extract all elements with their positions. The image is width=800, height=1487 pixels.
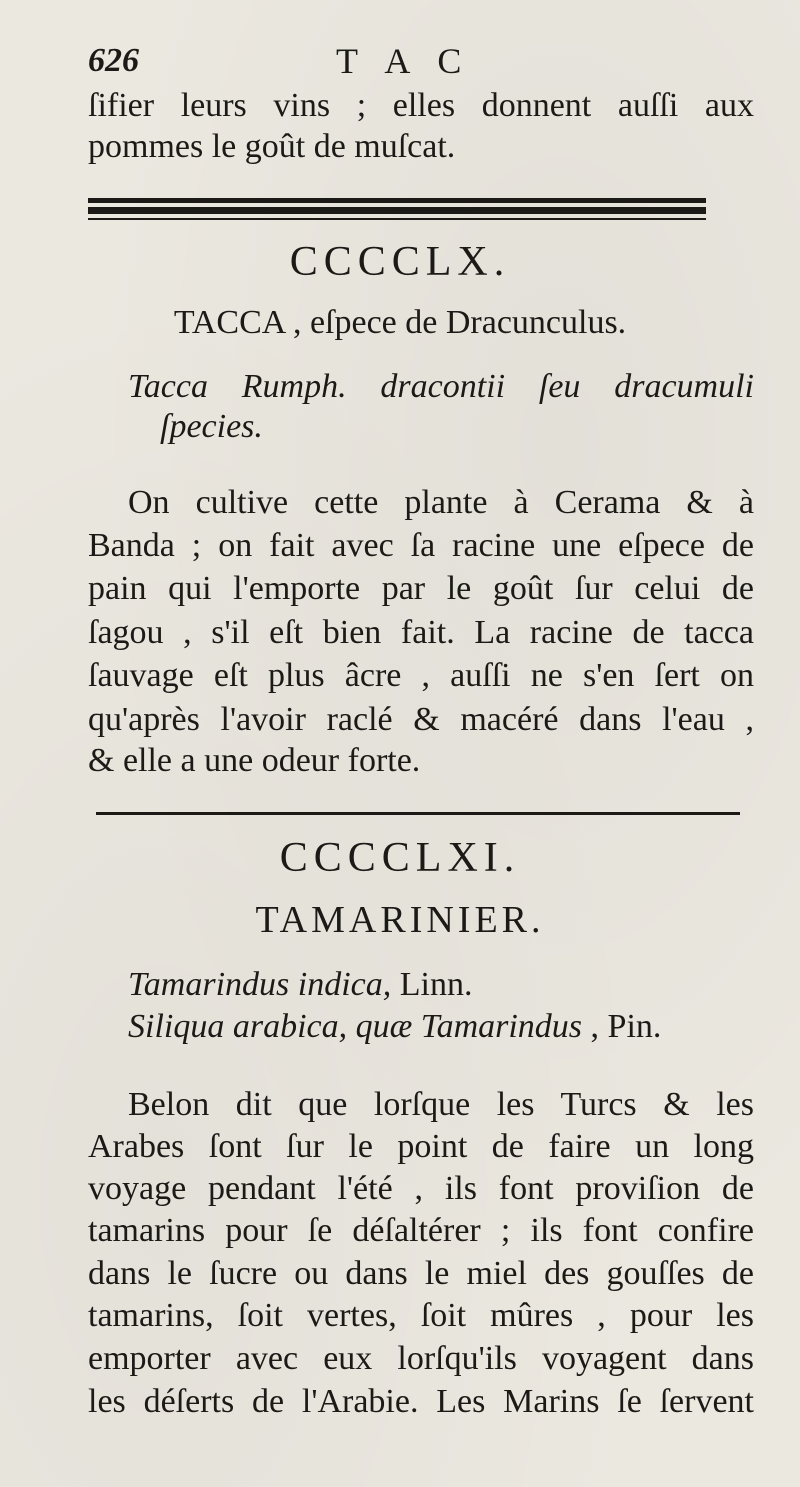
section-divider-bottom xyxy=(88,218,706,220)
body2-line-4: tamarins pour ſe déſaltérer ; ils font confire xyxy=(88,1212,754,1249)
latin-synonym-1 xyxy=(128,968,472,1002)
latin-synonym-1-name: Tamarindus indica, xyxy=(128,966,392,1003)
section-divider-thin xyxy=(96,812,740,815)
section-divider-middle xyxy=(88,207,706,214)
latin-synonym-2-author: , Pin. xyxy=(582,1008,662,1045)
body-line-7: & elle a une odeur forte. xyxy=(88,742,421,779)
body2-line-7: emporter avec eux lorſqu'ils voyagent dans xyxy=(88,1340,754,1377)
body-line-6: qu'après l'avoir raclé & macéré dans l'eau , xyxy=(88,701,754,738)
body2-line-8: les déſerts de l'Arabie. Les Marins ſe ſervent xyxy=(88,1383,754,1420)
body-line-3: pain qui l'emporte par le goût ſur celui de xyxy=(88,570,754,607)
latin-name-line-1: Tacca Rumph. dracontii ſeu dracumuli xyxy=(128,368,754,405)
section-number-cccclxi: CCCCLXI. xyxy=(279,835,521,881)
section-number-ccclx: CCCCLX. xyxy=(289,239,511,285)
latin-synonym-2-name: Siliqua arabica, quæ Tamarindus xyxy=(128,1008,583,1045)
latin-synonym-1-author: Linn. xyxy=(391,966,473,1003)
body2-line-6: tamarins, ſoit vertes, ſoit mûres , pour les xyxy=(88,1297,754,1334)
entry-title-tamarinier: TAMARINIER. xyxy=(255,899,545,941)
page-number: 626 xyxy=(88,42,139,79)
body-line-2: Banda ; on fait avec ſa racine une eſpece de xyxy=(88,527,754,564)
body2-line-2: Arabes ſont ſur le point de faire un long xyxy=(88,1128,754,1165)
latin-synonym-2 xyxy=(128,1010,661,1044)
body2-line-1: Belon dit que lorſque les Turcs & les xyxy=(128,1086,754,1123)
section-divider-top xyxy=(88,198,706,203)
body-line-4: ſagou , s'il eſt bien fait. La racine de tacca xyxy=(88,614,754,651)
carryover-line-1: ſifier leurs vins ; elles donnent auſſi aux xyxy=(88,87,754,124)
body2-line-5: dans le ſucre ou dans le miel des gouſſes de xyxy=(88,1255,754,1292)
body2-line-3: voyage pendant l'été , ils font proviſion de xyxy=(88,1170,754,1207)
entry-title-tacca: TACCA , eſpece de Dracunculus. xyxy=(173,304,627,341)
body-line-1: On cultive cette plante à Cerama & à xyxy=(128,484,754,521)
latin-name-line-2: ſpecies. xyxy=(160,408,263,445)
carryover-line-2: pommes le goût de muſcat. xyxy=(88,128,456,165)
body-line-5: ſauvage eſt plus âcre , auſſi ne s'en ſert on xyxy=(88,657,754,694)
running-title: T A C xyxy=(336,41,472,81)
